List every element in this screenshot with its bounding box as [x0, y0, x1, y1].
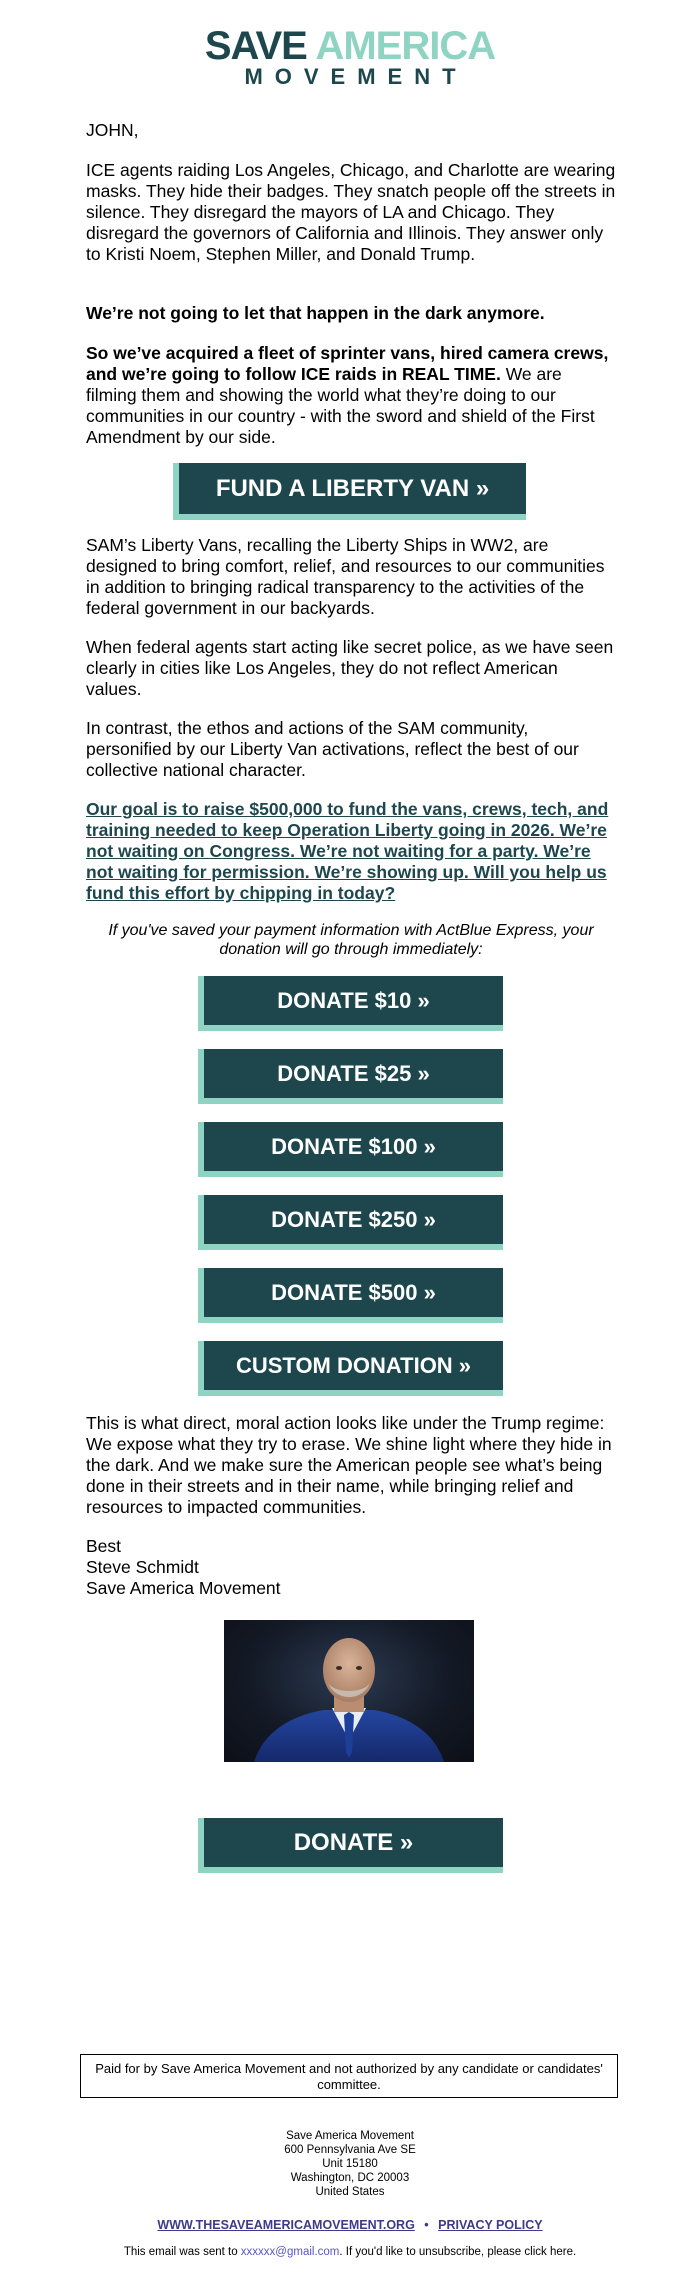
paragraph-sprinter-vans-rest: We are filming them and showing the world what they’re doing to our communities in our country - with the sword and shield of the First Amendment by our side.: [86, 364, 595, 447]
unsubscribe-suffix[interactable]: . If you'd like to unsubscribe, please click here.: [339, 2246, 577, 2258]
fund-liberty-van-button[interactable]: FUND A LIBERTY VAN »: [179, 463, 526, 514]
address-line-5: United States: [315, 2186, 385, 2198]
goal-link[interactable]: Our goal is to raise $500,000 to fund the vans, crews, tech, and training needed to keep Operation Liberty going in 2026. We’re not waiting on Congress. We’re not waiting for a party. We’re not waiting for permission. We’re showing up. Will you help us fund this effort by chipping in today?: [86, 799, 609, 903]
greeting: JOHN,: [86, 120, 139, 140]
donate-250-button[interactable]: DONATE $250 »: [204, 1195, 503, 1244]
address-line-4: Washington, DC 20003: [290, 2172, 410, 2184]
sent-prefix: This email was sent to: [123, 2246, 241, 2258]
paragraph-sprinter-vans-bold: So we’ve acquired a fleet of sprinter vans, hired camera crews, and we’re going to follow ICE raids in REAL TIME.: [86, 343, 609, 384]
paid-for-disclaimer: Paid for by Save America Movement and not authorized by any candidate or candidates' committee.: [80, 2054, 618, 2098]
logo-save-text: SAVE: [204, 24, 307, 68]
paragraph-sprinter-vans: [86, 343, 616, 448]
paragraph-sam-ethos: In contrast, the ethos and actions of the SAM community, personified by our Liberty Van activations, reflect the best of our collective national character.: [86, 718, 579, 780]
actblue-note: If you've saved your payment information with ActBlue Express, your donation will go through immediately:: [108, 922, 594, 958]
donate-100-button[interactable]: DONATE $100 »: [204, 1122, 503, 1171]
paragraph-ice-raids: ICE agents raiding Los Angeles, Chicago, and Charlotte are wearing masks. They hide their badges. They snatch people off the streets in silence. They disregard the mayors of LA and Chicago. They disregard the governors of California and Illinois. They answer only to Kristi Noem, Stephen Miller, and Donald Trump.: [86, 160, 616, 264]
address-line-3: Unit 15180: [322, 2158, 378, 2170]
paragraph-liberty-vans: SAM’s Liberty Vans, recalling the Liberty Ships in WW2, are designed to bring comfort, relief, and resources to our communities in addition to bringing radical transparency to the activities of the federal government in our backyards.: [86, 535, 605, 618]
signature-closing: Best: [86, 1536, 122, 1556]
signature-org: Save America Movement: [86, 1578, 281, 1598]
recipient-email-link[interactable]: xxxxxx@gmail.com: [240, 2246, 340, 2258]
signature-name: Steve Schmidt: [86, 1557, 199, 1577]
logo-movement-text: MOVEMENT: [244, 64, 468, 89]
footer-links: [0, 2218, 700, 2232]
paragraph-secret-police: When federal agents start acting like secret police, as we have seen clearly in cities like Los Angeles, they do not reflect American values.: [86, 637, 614, 699]
custom-donation-button[interactable]: CUSTOM DONATION »: [204, 1341, 503, 1390]
donate-10-button[interactable]: DONATE $10 »: [204, 976, 503, 1025]
privacy-policy-link[interactable]: PRIVACY POLICY: [438, 2218, 543, 2232]
logo-america-text: AMERICA: [315, 24, 496, 68]
unsubscribe-text: [0, 2246, 700, 2258]
steve-schmidt-photo: [224, 1620, 474, 1762]
footer-separator: •: [424, 2218, 429, 2232]
logo: [0, 24, 700, 68]
donate-button[interactable]: DONATE »: [204, 1818, 503, 1867]
donate-25-button[interactable]: DONATE $25 »: [204, 1049, 503, 1098]
website-link[interactable]: WWW.THESAVEAMERICAMOVEMENT.ORG: [157, 2218, 415, 2232]
paragraph-not-in-dark: We’re not going to let that happen in the dark anymore.: [86, 303, 545, 323]
donate-500-button[interactable]: DONATE $500 »: [204, 1268, 503, 1317]
address-line-1: Save America Movement: [286, 2130, 414, 2142]
address-line-2: 600 Pennsylvania Ave SE: [284, 2144, 416, 2156]
portrait-illustration: [224, 1620, 474, 1762]
paragraph-moral-action: This is what direct, moral action looks like under the Trump regime: We expose what they try to erase. We shine light where they hide in the dark. And we make sure the American people see what’s being done in their streets and in their name, while bringing relief and resources to impacted communities.: [86, 1413, 612, 1517]
